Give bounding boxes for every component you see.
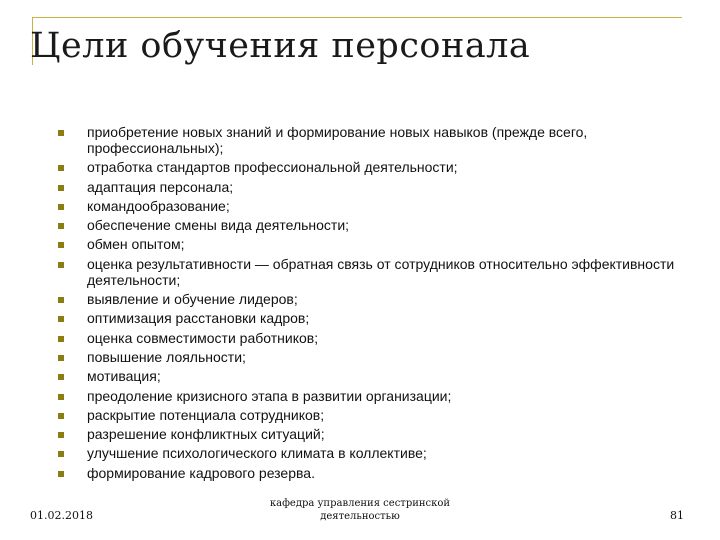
list-item-text: повышение лояльности; [87,348,246,365]
list-item [58,124,683,156]
list-item-text: раскрытие потенциала сотрудников; [87,406,325,423]
square-bullet-icon [58,297,64,303]
goals-list [58,124,683,484]
square-bullet-icon [58,355,64,361]
list-item-text: обеспечение смены вида деятельности; [87,217,350,234]
square-bullet-icon [58,432,64,438]
list-item [58,291,683,307]
list-item-text: обмен опытом; [87,236,185,253]
list-item [58,349,683,365]
list-item [58,330,683,346]
square-bullet-icon [58,223,64,229]
square-bullet-icon [58,242,64,248]
square-bullet-icon [58,336,64,342]
square-bullet-icon [58,204,64,210]
square-bullet-icon [58,130,64,136]
footer-department: кафедра управления сестринской деятельностью [269,498,451,522]
list-item-text: командообразование; [87,197,230,214]
footer-page-number: 81 [670,509,684,522]
square-bullet-icon [58,262,64,268]
list-item [58,426,683,442]
list-item-text: оценка результативности — обратная связь от сотрудников относительно эффективности деятельности; [87,255,675,288]
list-item-text: приобретение новых знаний и формирование новых навыков (прежде всего, профессиональных); [87,124,588,156]
list-item-text: разрешение конфликтных ситуаций; [87,426,325,443]
square-bullet-icon [58,165,64,171]
square-bullet-icon [58,451,64,457]
list-item [58,465,683,481]
list-item [58,217,683,233]
list-item [58,159,683,175]
list-item-text: улучшение психологического климата в коллективе; [87,445,427,462]
list-item-text: выявление и обучение лидеров; [87,291,298,308]
list-item-text: оценка совместимости работников; [87,329,319,346]
list-item [58,445,683,461]
list-item-text: оптимизация расстановки кадров; [87,310,310,327]
list-item [58,368,683,384]
list-item [58,198,683,214]
square-bullet-icon [58,185,64,191]
list-item-text: адаптация персонала; [87,178,234,195]
footer-date: 01.02.2018 [30,509,93,522]
square-bullet-icon [58,394,64,400]
frame-top-line [32,17,682,18]
list-item [58,407,683,423]
list-item [58,179,683,195]
list-item [58,256,683,288]
list-item-text: мотивация; [87,368,161,385]
square-bullet-icon [58,374,64,380]
list-item-text: преодоление кризисного этапа в развитии организации; [87,387,452,404]
square-bullet-icon [58,471,64,477]
list-item [58,388,683,404]
slide-title: Цели обучения персонала [30,26,531,66]
list-item-text: формирование кадрового резерва. [87,464,315,481]
list-item-text: отработка стандартов профессиональной деятельности; [87,159,458,176]
list-item [58,310,683,326]
square-bullet-icon [58,316,64,322]
list-item [58,236,683,252]
square-bullet-icon [58,413,64,419]
